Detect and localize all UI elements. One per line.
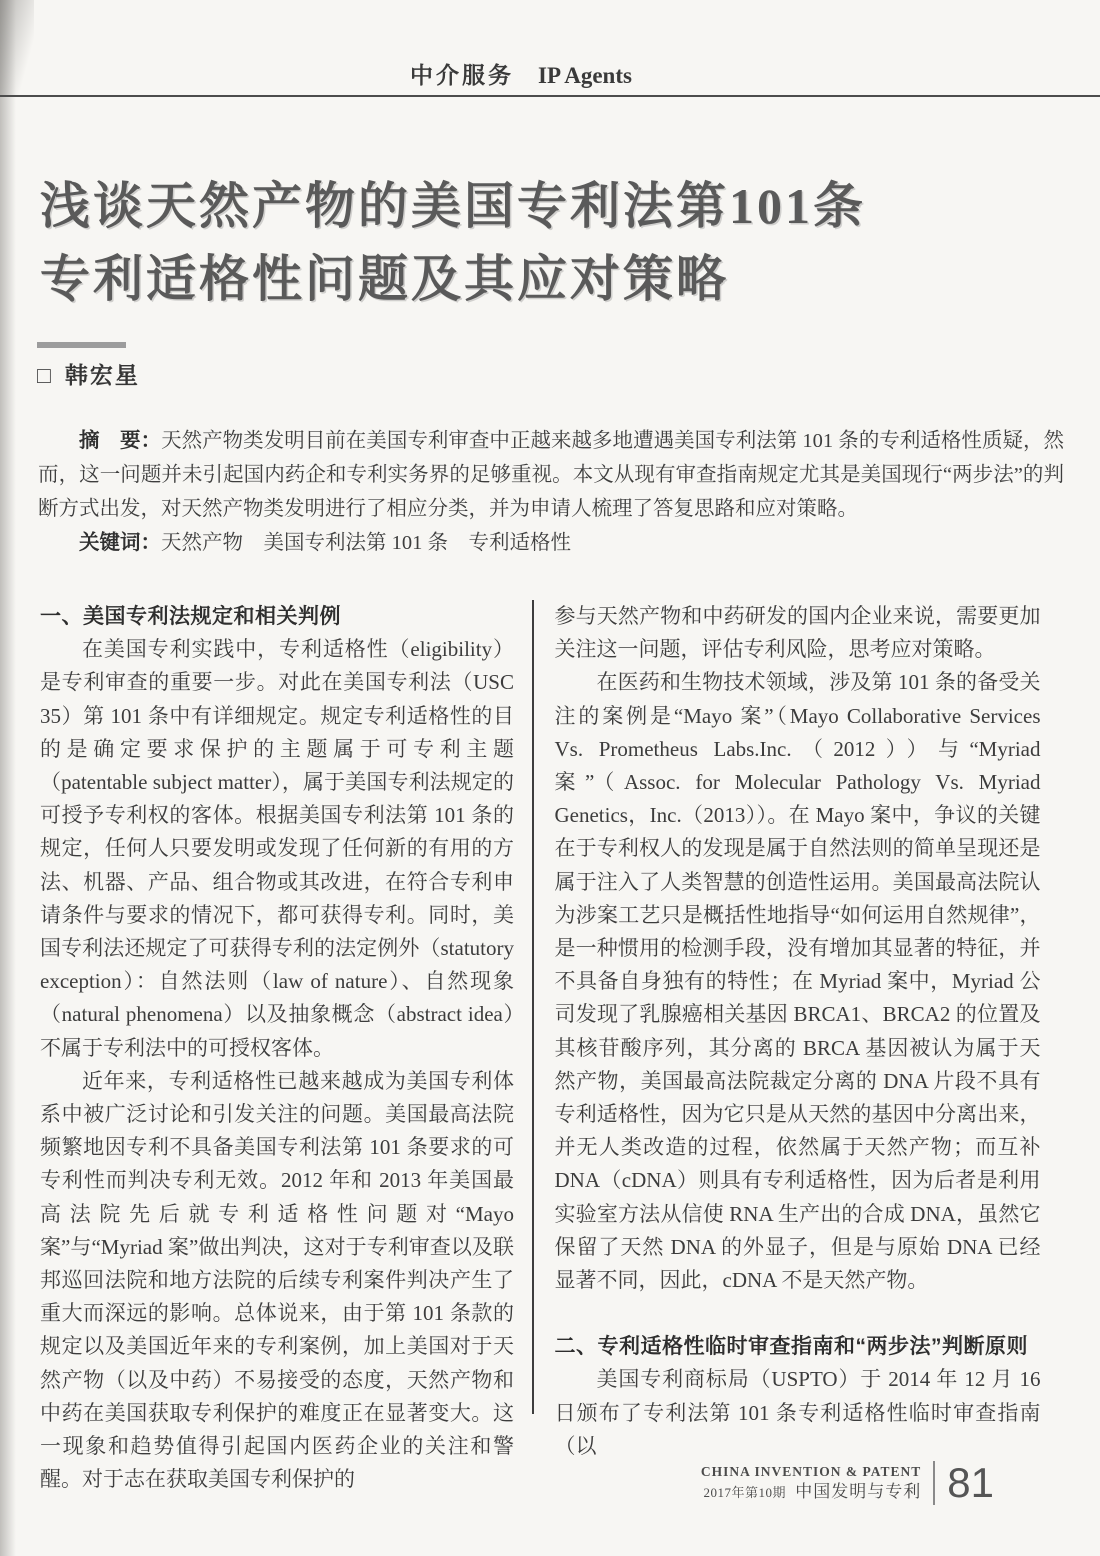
abstract-block xyxy=(38,424,1064,560)
journal-name-cn: 中国发明与专利 xyxy=(795,1481,922,1501)
journal-issue-line xyxy=(701,1481,921,1502)
column-divider-rule xyxy=(532,600,534,1414)
author-accent-bar xyxy=(37,342,126,348)
right-column xyxy=(555,600,1041,1463)
section2-heading: 二、专利适格性临时审查指南和“两步法”判断原则 xyxy=(554,1335,1028,1359)
keywords-label: 关键词： xyxy=(79,531,161,554)
author-square-icon: □ xyxy=(37,362,53,388)
right-paragraph-2: 在医药和生物技术领域，涉及第 101 条的备受关注的案例是“Mayo 案”（Mayo Collaborative Services Vs. Prometheus Labs.Inc.（2012））与“Myriad 案”（Assoc. for Molecular Pathology Vs. Myriad Genetics，Inc.（2013））。在 Mayo 案中，争议的关键在于专利权人的发现是属于自然法则的简单呈现还是属于注入了人类智慧的创造性运用。美国最高法院认为涉案工艺只是概括性地指导“如何运用自然规律”，是一种惯用的检测手段，没有增加其显著的特征，并不具备自身独有的特性；在 Myriad 案中，Myriad 公司发现了乳腺癌相关基因 BRCA1、BRCA2 的位置及其核苷酸序列，其分离的 BRCA 基因被认为属于天然产物，美国最高法院裁定分离的 DNA 片段不具有专利适格性，因为它只是从天然的基因中分离出来，并无人类改造的过程，依然属于天然产物；而互补 DNA（cDNA）则具有专利适格性，因为后者是利用实验室方法从信使 RNA 生产出的合成 DNA，虽然它保留了天然 DNA 的外显子，但是与原始 DNA 已经显著不同，因此，cDNA 不是天然产物。 xyxy=(554,670,1041,1293)
abstract-text: 天然产物类发明目前在美国专利审查中正越来越多地遭遇美国专利法第 101 条的专利适格性质疑，然而，这一问题并未引起国内药企和专利实务界的足够重视。本文从现有审查指南规定尤其是美国现行“两步法”的判断方式出发，对天然产物类发明进行了相应分类，并为申请人梳理了答复思路和应对策略。 xyxy=(38,430,1065,520)
keywords-line xyxy=(38,526,1064,560)
right-paragraph-3: 美国专利商标局（USPTO）于 2014 年 12 月 16 日颁布了专利法第 101 条专利适格性临时审查指南（以 xyxy=(554,1367,1041,1458)
left-column xyxy=(40,600,514,1496)
body-columns xyxy=(40,600,1042,1496)
journal-issue: 2017年第10期 xyxy=(703,1484,787,1500)
article-title-line1: 浅谈天然产物的美国专利法第101条 xyxy=(40,178,866,234)
right-paragraph-1: 参与天然产物和中药研发的国内企业来说，需要更加关注这一问题，评估专利风险，思考应对策略。 xyxy=(554,604,1041,662)
article-title xyxy=(40,170,1040,316)
section-label-cn: 中介服务 xyxy=(410,62,514,88)
keywords-text: 天然产物 美国专利法第 101 条 专利适格性 xyxy=(161,532,571,554)
section1-heading: 一、美国专利法规定和相关判例 xyxy=(40,605,341,628)
section-label-en: IP Agents xyxy=(538,63,632,88)
journal-name-en: CHINA INVENTION & PATENT xyxy=(700,1463,922,1479)
page-number: 81 xyxy=(947,1459,994,1506)
abstract-label: 摘 要： xyxy=(79,429,162,452)
header-rule xyxy=(0,95,1100,97)
scan-corner-shadow xyxy=(0,0,34,96)
article-title-line2: 专利适格性问题及其应对策略 xyxy=(40,251,729,307)
left-paragraph-2: 近年来，专利适格性已越来越成为美国专利体系中被广泛讨论和引发关注的问题。美国最高法院频繁地因专利不具备美国专利法第 101 条要求的可专利性而判决专利无效。2012 年和 2013 年美国最高法院先后就专利适格性问题对“Mayo 案”与“Myriad 案”做出判决，这对于专利审查以及联邦巡回法院和地方法院的后续专利案件判决产生了重大而深远的影响。总体说来，由于第 101 条款的规定以及美国近年来的专利案例，加上美国对于天然产物（以及中药）不易接受的态度，天然产物和中药在美国获取专利保护的难度正在显著变大。这一现象和趋势值得引起国内医药企业的关注和警醒。对于志在获取美国专利保护的 xyxy=(40,1068,514,1492)
journal-block xyxy=(701,1464,921,1502)
page-footer xyxy=(701,1461,994,1505)
author-line xyxy=(37,357,140,390)
left-paragraph-1: 在美国专利实践中，专利适格性（eligibility）是专利审查的重要一步。对此在美国专利法（USC 35）第 101 条中有详细规定。规定专利适格性的目的是确定要求保护的主题属于可专利主题（patentable subject matter），属于美国专利法规定的可授予专利权的客体。根据美国专利法第 101 条的规定，任何人只要发明或发现了任何新的有用的方法、机器、产品、组合物或其改进，在符合专利申请条件与要求的情况下，都可获得专利。同时，美国专利法还规定了可获得专利的法定例外（statutory exception）：自然法则（law of nature）、自然现象（natural phenomena）以及抽象概念（abstract idea）不属于专利法中的可授权客体。 xyxy=(40,637,514,1060)
abstract-paragraph xyxy=(38,424,1064,526)
author-name: 韩宏星 xyxy=(64,362,140,388)
footer-divider-rule xyxy=(933,1461,935,1505)
page-header xyxy=(410,57,632,90)
scan-edge-shadow xyxy=(0,0,16,1556)
